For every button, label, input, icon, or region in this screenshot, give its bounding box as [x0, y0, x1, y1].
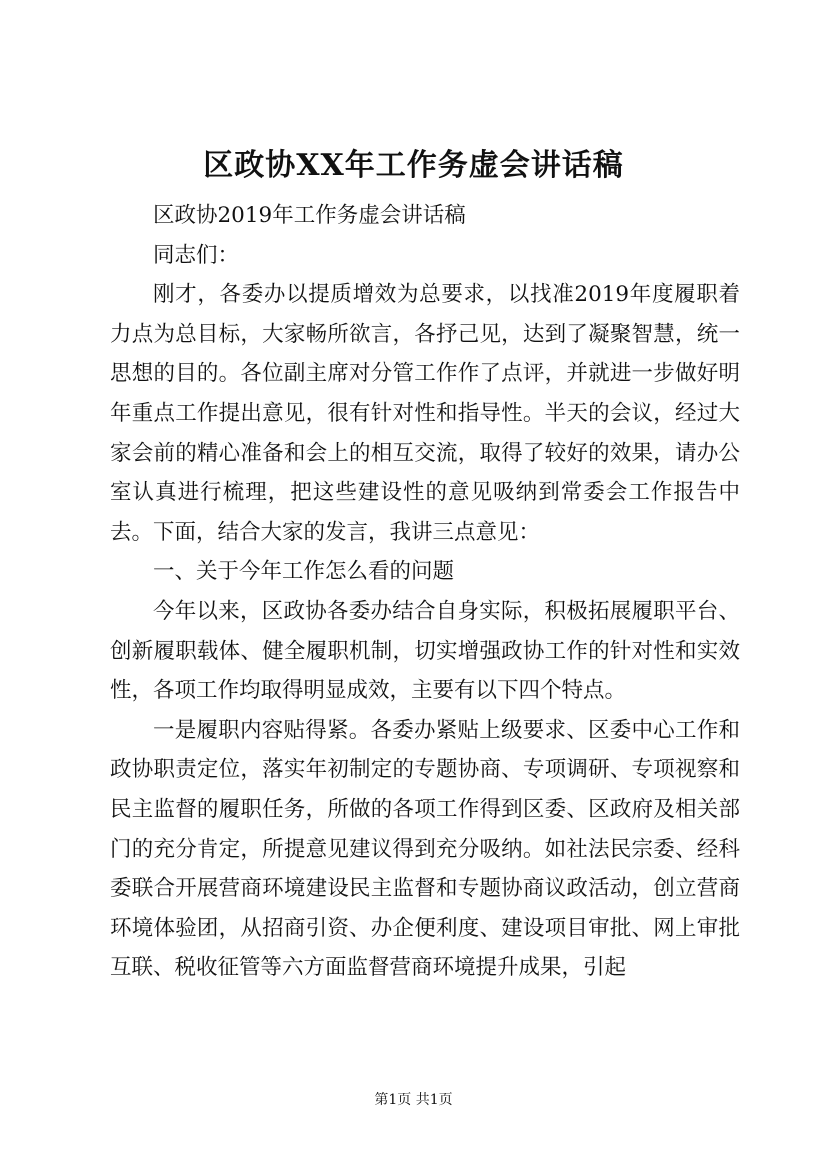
paragraph-salutation: 同志们：: [153, 242, 240, 268]
paragraph-overview: 今年以来，区政协各委办结合自身实际，积极拓展履职平台、创新履职载体、健全履职机制，切实增强政协工作的针对性和实效性，各项工作均取得明显成效，主要有以下四个特点。: [110, 598, 740, 704]
section-heading-1: 一、关于今年工作怎么看的问题: [153, 559, 455, 585]
paragraph-opening: 刚才，各委办以提质增效为总要求，以找准2019年度履职着力点为总目标，大家畅所欲言，各抒己见，达到了凝聚智慧，统一思想的目的。各位副主席对分管工作作了点评，并就进一步做好明年重点工作提出意见，很有针对性和指导性。半天的会议，经过大家会前的精心准备和会上的相互交流，取得了较好的效果，请办公室认真进行梳理，把这些建设性的意见吸纳到常委会工作报告中去。下面，结合大家的发言，我讲三点意见：: [110, 282, 740, 545]
document-title: 区政协XX年工作务虚会讲话稿: [203, 148, 624, 183]
paragraph-point-1: 一是履职内容贴得紧。各委办紧贴上级要求、区委中心工作和政协职责定位，落实年初制定的专题协商、专项调研、专项视察和民主监督的履职任务，所做的各项工作得到区委、区政府及相关部门的充分肯定，所提意见建议得到充分吸纳。如社法民宗委、经科委联合开展营商环境建设民主监督和专题协商议政活动，创立营商环境体验团，从招商引资、办企便利度、建设项目审批、网上审批互联、税收征管等六方面监督营商环境提升成果，引起: [110, 717, 740, 981]
page-number: 第1页 共1页: [374, 1092, 453, 1108]
document-body: [110, 196, 740, 988]
paragraph-subtitle: 区政协2019年工作务虚会讲话稿: [153, 203, 466, 228]
